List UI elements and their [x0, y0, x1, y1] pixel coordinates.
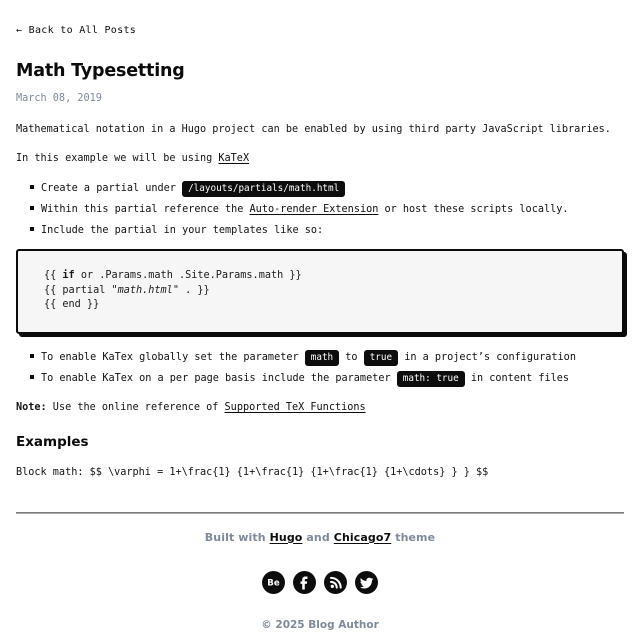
- note-label: Note:: [16, 401, 47, 413]
- code-string: math.html: [117, 284, 173, 296]
- twitter-icon: [355, 571, 378, 594]
- svg-text:Be: Be: [267, 578, 280, 589]
- step-text: or host these scripts locally.: [378, 204, 569, 215]
- block-math-paragraph: Block math: $$ \varphi = 1+\frac{1} {1+\frac{1} {1+\frac{1} {1+\cdots} } } $$: [16, 466, 489, 478]
- katex-paragraph: [16, 152, 624, 165]
- katex-paragraph-text: In this example we will be using: [16, 153, 219, 164]
- chicago7-link[interactable]: Chicago7: [333, 530, 392, 544]
- code-block: [16, 249, 624, 334]
- behance-social-link[interactable]: [262, 571, 285, 594]
- facebook-icon: [293, 571, 316, 594]
- list-item: [30, 203, 624, 216]
- supported-tex-functions-link[interactable]: Supported TeX Functions: [224, 401, 366, 413]
- back-to-all-posts-link[interactable]: ← Back to All Posts: [16, 25, 137, 36]
- facebook-social-link[interactable]: [293, 571, 316, 594]
- usage-text: To enable KaTex globally set the parameter: [41, 351, 305, 363]
- inline-code-math-true: math: true: [397, 371, 465, 387]
- usage-text: to: [339, 351, 364, 363]
- code-text: {{ partial ": [44, 284, 118, 296]
- setup-steps-list: [16, 182, 624, 237]
- code-text: {{ end }}: [44, 299, 100, 311]
- hugo-link[interactable]: Hugo: [269, 530, 303, 544]
- code-text: " . }}: [172, 284, 210, 296]
- copyright-text: © 2025 Blog Author: [261, 618, 379, 631]
- inline-code-true: true: [364, 350, 398, 366]
- examples-heading: Examples: [16, 433, 89, 450]
- step-text: Within this partial reference the: [41, 204, 250, 215]
- note-paragraph: [16, 401, 624, 414]
- inline-code-math: math: [305, 350, 339, 366]
- note-text: Use the online reference of: [46, 401, 225, 413]
- built-with-line: [16, 531, 624, 544]
- list-item: [30, 224, 624, 237]
- intro-paragraph: Mathematical notation in a Hugo project can be enabled by using third party JavaScript libraries.: [16, 124, 611, 135]
- auto-render-extension-link[interactable]: Auto-render Extension: [249, 204, 379, 215]
- list-item: [30, 351, 624, 364]
- usage-text: To enable KaTex on a per page basis include the parameter: [41, 372, 397, 384]
- code-text: or .Params.math .Site.Params.math }}: [74, 270, 302, 281]
- post-date: March 08, 2019: [16, 93, 102, 104]
- social-icons-row: [16, 571, 624, 594]
- usage-list: [16, 351, 624, 385]
- post-title: Math Typesetting: [16, 61, 185, 81]
- katex-link[interactable]: KaTeX: [218, 153, 250, 164]
- list-item: [30, 372, 624, 385]
- rss-icon: [324, 571, 347, 594]
- usage-text: in a project’s configuration: [398, 351, 576, 363]
- step-text: Include the partial in your templates like so:: [41, 225, 324, 236]
- list-item: [30, 182, 624, 195]
- built-with-text: theme: [391, 530, 436, 544]
- rss-social-link[interactable]: [324, 571, 347, 594]
- inline-code-path: /layouts/partials/math.html: [182, 181, 345, 197]
- behance-icon: [262, 571, 285, 594]
- built-with-text: and: [302, 530, 334, 544]
- footer-divider: [16, 512, 624, 514]
- usage-text: in content files: [464, 372, 570, 384]
- step-text: Create a partial under: [41, 183, 183, 194]
- twitter-social-link[interactable]: [355, 571, 378, 594]
- site-footer: [16, 531, 624, 631]
- code-keyword: if: [62, 270, 75, 281]
- built-with-text: Built with: [204, 530, 270, 544]
- code-text: {{: [44, 270, 63, 281]
